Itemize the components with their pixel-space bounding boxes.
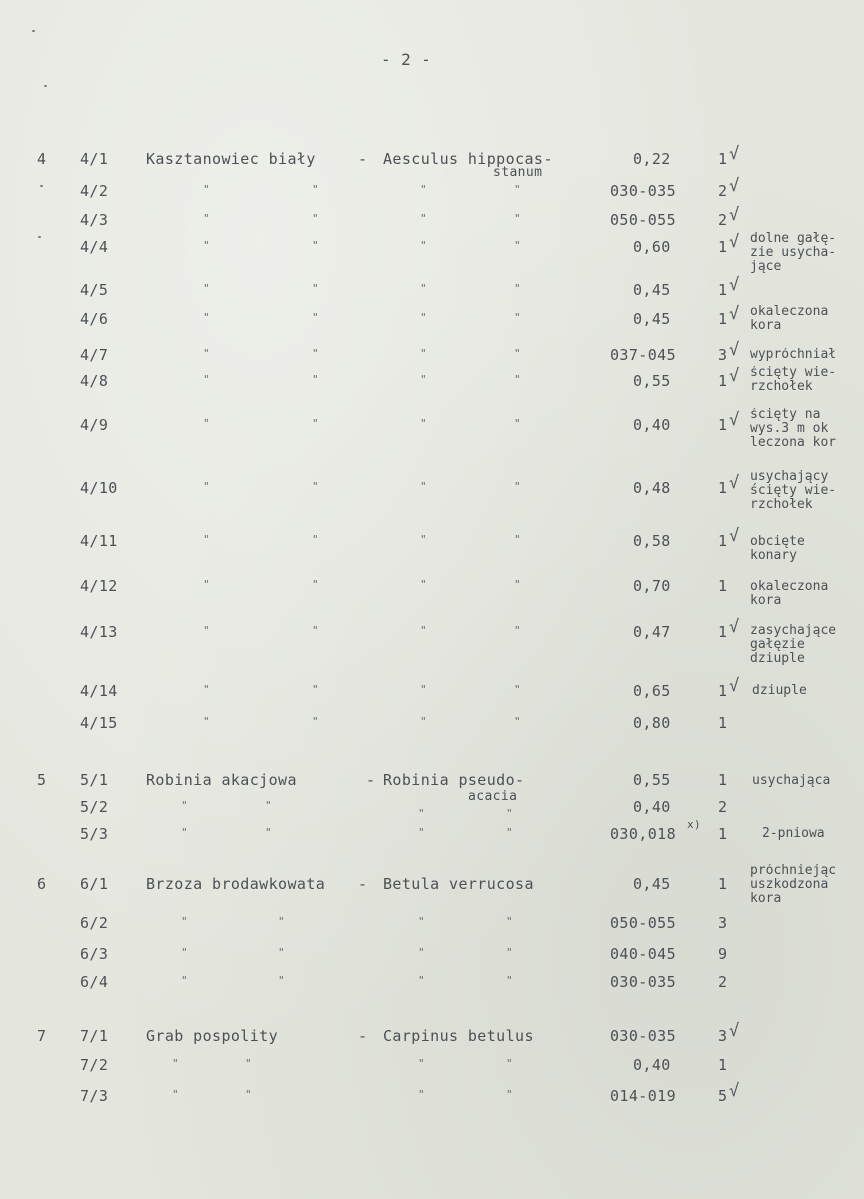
ditto-mark: ": [312, 533, 319, 546]
tree-count: 1: [718, 479, 728, 497]
tree-count: 1: [718, 416, 728, 434]
trunk-size: 030,018: [610, 825, 677, 843]
ditto-mark: ": [506, 826, 513, 839]
ditto-mark: ": [203, 533, 210, 546]
ditto-mark: ": [203, 212, 210, 225]
ditto-mark: ": [514, 417, 521, 430]
tree-count: 1: [718, 714, 728, 732]
trunk-size: 030-035: [610, 973, 677, 991]
tree-id: 4/2: [80, 182, 109, 200]
ditto-mark: ": [514, 282, 521, 295]
species-latin-name: Betula verrucosa: [383, 875, 534, 893]
tree-count: 1: [718, 682, 728, 700]
ditto-mark: ": [312, 683, 319, 696]
trunk-size: 0,45: [633, 875, 671, 893]
ditto-mark: ": [514, 683, 521, 696]
tree-count: 1: [718, 150, 728, 168]
tree-count: 1: [718, 238, 728, 256]
ditto-mark: ": [312, 311, 319, 324]
ditto-mark: ": [420, 533, 427, 546]
tree-count: 1: [718, 623, 728, 641]
trunk-size: 0,55: [633, 771, 671, 789]
ditto-mark: ": [420, 183, 427, 196]
tree-id: 4/1: [80, 150, 109, 168]
trunk-size: 0,45: [633, 310, 671, 328]
ditto-mark: ": [506, 946, 513, 959]
tree-count: 1: [718, 771, 728, 789]
ditto-mark: ": [245, 1088, 252, 1101]
ditto-mark: ": [203, 347, 210, 360]
ditto-mark: ": [514, 347, 521, 360]
ditto-mark: ": [420, 347, 427, 360]
ditto-mark: ": [506, 807, 513, 820]
check-mark: √: [729, 366, 740, 386]
ditto-mark: ": [172, 1057, 179, 1070]
ditto-mark: ": [420, 683, 427, 696]
tree-id: 6/3: [80, 945, 109, 963]
ditto-mark: ": [203, 373, 210, 386]
ditto-mark: ": [418, 807, 425, 820]
ditto-mark: ": [420, 480, 427, 493]
ditto-mark: ": [312, 578, 319, 591]
ditto-mark: ": [514, 715, 521, 728]
tree-id: 4/12: [80, 577, 118, 595]
ditto-mark: ": [265, 799, 272, 812]
trunk-size: 050-055: [610, 914, 677, 932]
tree-count: 1: [718, 310, 728, 328]
ditto-mark: ": [420, 715, 427, 728]
ditto-mark: ": [203, 715, 210, 728]
tree-count: 1: [718, 825, 728, 843]
tree-count: 1: [718, 1056, 728, 1074]
scan-speck: [44, 85, 47, 87]
condition-note: ścięty wie- rzchołek: [750, 366, 837, 394]
ditto-mark: ": [514, 480, 521, 493]
species-polish-name: Grab pospolity: [146, 1027, 279, 1045]
ditto-mark: ": [514, 578, 521, 591]
ditto-mark: ": [312, 282, 319, 295]
ditto-mark: ": [265, 826, 272, 839]
condition-note: ścięty na wys.3 m ok leczona kor: [750, 408, 837, 450]
check-mark: √: [729, 176, 740, 196]
ditto-mark: ": [203, 683, 210, 696]
ditto-mark: ": [203, 239, 210, 252]
ditto-mark: ": [420, 282, 427, 295]
species-latin-name-cont: stanum: [493, 165, 543, 180]
tree-id: 6/2: [80, 914, 109, 932]
check-mark: √: [729, 340, 740, 360]
ditto-mark: ": [514, 624, 521, 637]
condition-note: próchniejąc uszkodzona kora: [750, 864, 837, 906]
condition-note: usychająca: [752, 774, 831, 788]
tree-id: 7/2: [80, 1056, 109, 1074]
group-number: 4: [37, 150, 47, 168]
tree-id: 4/9: [80, 416, 109, 434]
trunk-size: 0,45: [633, 281, 671, 299]
tree-id: 5/3: [80, 825, 109, 843]
tree-id: 5/2: [80, 798, 109, 816]
check-mark: √: [729, 1081, 740, 1101]
tree-count: 3: [718, 914, 728, 932]
tree-count: 1: [718, 532, 728, 550]
trunk-size: 0,47: [633, 623, 671, 641]
check-mark: √: [729, 1021, 740, 1041]
page-number: - 2 -: [381, 50, 432, 69]
check-mark: √: [729, 617, 740, 637]
group-number: 6: [37, 875, 47, 893]
species-polish-name: Kasztanowiec biały: [146, 150, 316, 168]
ditto-mark: ": [506, 915, 513, 928]
ditto-mark: ": [312, 183, 319, 196]
tree-id: 4/8: [80, 372, 109, 390]
ditto-mark: ": [506, 974, 513, 987]
ditto-mark: ": [420, 417, 427, 430]
check-mark: √: [729, 526, 740, 546]
species-polish-name: Robinia akacjowa: [146, 771, 297, 789]
ditto-mark: ": [278, 974, 285, 987]
trunk-size: 050-055: [610, 211, 677, 229]
ditto-mark: ": [420, 212, 427, 225]
tree-id: 4/4: [80, 238, 109, 256]
ditto-mark: ": [278, 946, 285, 959]
ditto-mark: ": [181, 974, 188, 987]
tree-count: 9: [718, 945, 728, 963]
trunk-size: 030-035: [610, 1027, 677, 1045]
ditto-mark: ": [420, 311, 427, 324]
ditto-mark: ": [514, 212, 521, 225]
check-mark: √: [729, 304, 740, 324]
ditto-mark: ": [181, 946, 188, 959]
trunk-size: 0,70: [633, 577, 671, 595]
condition-note: wypróchniał: [750, 348, 837, 362]
tree-id: 4/11: [80, 532, 118, 550]
tree-count: 1: [718, 875, 728, 893]
trunk-size: 0,65: [633, 682, 671, 700]
ditto-mark: ": [514, 373, 521, 386]
tree-id: 7/1: [80, 1027, 109, 1045]
check-mark: √: [729, 676, 740, 696]
ditto-mark: ": [514, 239, 521, 252]
tree-count: 2: [718, 798, 728, 816]
condition-note: 2-pniowa: [762, 827, 825, 841]
ditto-mark: ": [203, 311, 210, 324]
tree-id: 4/13: [80, 623, 118, 641]
trunk-size: 0,40: [633, 798, 671, 816]
species-dash: -: [358, 875, 368, 893]
tree-count: 1: [718, 281, 728, 299]
check-mark: √: [729, 473, 740, 493]
group-number: 5: [37, 771, 47, 789]
species-polish-name: Brzoza brodawkowata: [146, 875, 326, 893]
ditto-mark: ": [506, 1057, 513, 1070]
tree-id: 4/3: [80, 211, 109, 229]
check-mark: √: [729, 275, 740, 295]
tree-id: 4/14: [80, 682, 118, 700]
tree-count: 1: [718, 577, 728, 595]
tree-count: 2: [718, 182, 728, 200]
condition-note: usychający ścięty wie- rzchołek: [750, 470, 837, 512]
tree-count: 3: [718, 346, 728, 364]
species-latin-name: Robinia pseudo-: [383, 771, 525, 789]
scan-speck: [32, 30, 35, 32]
tree-id: 4/15: [80, 714, 118, 732]
tree-id: 5/1: [80, 771, 109, 789]
trunk-size: 0,55: [633, 372, 671, 390]
tree-id: 7/3: [80, 1087, 109, 1105]
trunk-size: 030-035: [610, 182, 677, 200]
trunk-size: 0,40: [633, 416, 671, 434]
ditto-mark: ": [506, 1088, 513, 1101]
ditto-mark: ": [418, 826, 425, 839]
species-latin-name: Carpinus betulus: [383, 1027, 534, 1045]
ditto-mark: ": [514, 533, 521, 546]
ditto-mark: ": [245, 1057, 252, 1070]
condition-note: okaleczona kora: [750, 305, 829, 333]
check-mark: √: [729, 232, 740, 252]
trunk-size: 0,40: [633, 1056, 671, 1074]
tree-id: 6/4: [80, 973, 109, 991]
ditto-mark: ": [418, 915, 425, 928]
ditto-mark: ": [418, 1088, 425, 1101]
species-dash: -: [358, 150, 368, 168]
ditto-mark: ": [203, 480, 210, 493]
condition-note: obcięte konary: [750, 535, 805, 563]
tree-id: 6/1: [80, 875, 109, 893]
tree-id: 4/10: [80, 479, 118, 497]
tree-count: 2: [718, 211, 728, 229]
ditto-mark: ": [172, 1088, 179, 1101]
trunk-size: 014-019: [610, 1087, 677, 1105]
ditto-mark: ": [181, 826, 188, 839]
trunk-size: 0,60: [633, 238, 671, 256]
ditto-mark: ": [181, 915, 188, 928]
ditto-mark: ": [312, 715, 319, 728]
footnote-marker: x): [687, 818, 702, 831]
ditto-mark: ": [420, 624, 427, 637]
species-latin-name: Aesculus hippocas-: [383, 150, 553, 168]
condition-note: dolne gałę- zie usycha- jące: [750, 232, 837, 274]
ditto-mark: ": [420, 373, 427, 386]
tree-id: 4/7: [80, 346, 109, 364]
trunk-size: 037-045: [610, 346, 677, 364]
ditto-mark: ": [514, 311, 521, 324]
scan-speck: [40, 185, 43, 187]
trunk-size: 0,22: [633, 150, 671, 168]
ditto-mark: ": [312, 347, 319, 360]
species-dash: -: [358, 1027, 368, 1045]
tree-id: 4/5: [80, 281, 109, 299]
trunk-size: 0,58: [633, 532, 671, 550]
trunk-size: 0,48: [633, 479, 671, 497]
species-dash: -: [366, 771, 376, 789]
tree-id: 4/6: [80, 310, 109, 328]
ditto-mark: ": [312, 239, 319, 252]
check-mark: √: [729, 410, 740, 430]
ditto-mark: ": [420, 578, 427, 591]
ditto-mark: ": [312, 212, 319, 225]
ditto-mark: ": [514, 183, 521, 196]
ditto-mark: ": [418, 974, 425, 987]
check-mark: √: [729, 205, 740, 225]
condition-note: okaleczona kora: [750, 580, 829, 608]
tree-count: 5: [718, 1087, 728, 1105]
ditto-mark: ": [203, 578, 210, 591]
ditto-mark: ": [203, 417, 210, 430]
check-mark: √: [729, 144, 740, 164]
ditto-mark: ": [418, 946, 425, 959]
ditto-mark: ": [312, 624, 319, 637]
tree-count: 3: [718, 1027, 728, 1045]
ditto-mark: ": [418, 1057, 425, 1070]
ditto-mark: ": [203, 282, 210, 295]
ditto-mark: ": [203, 183, 210, 196]
condition-note: zasychające gałęzie dziuple: [750, 624, 837, 666]
tree-count: 1: [718, 372, 728, 390]
scan-speck: [38, 236, 41, 238]
ditto-mark: ": [278, 915, 285, 928]
ditto-mark: ": [312, 373, 319, 386]
ditto-mark: ": [181, 799, 188, 812]
ditto-mark: ": [312, 480, 319, 493]
condition-note: dziuple: [752, 684, 807, 698]
trunk-size: 040-045: [610, 945, 677, 963]
tree-count: 2: [718, 973, 728, 991]
ditto-mark: ": [420, 239, 427, 252]
ditto-mark: ": [203, 624, 210, 637]
group-number: 7: [37, 1027, 47, 1045]
species-latin-name-cont: acacia: [468, 789, 518, 804]
trunk-size: 0,80: [633, 714, 671, 732]
ditto-mark: ": [312, 417, 319, 430]
